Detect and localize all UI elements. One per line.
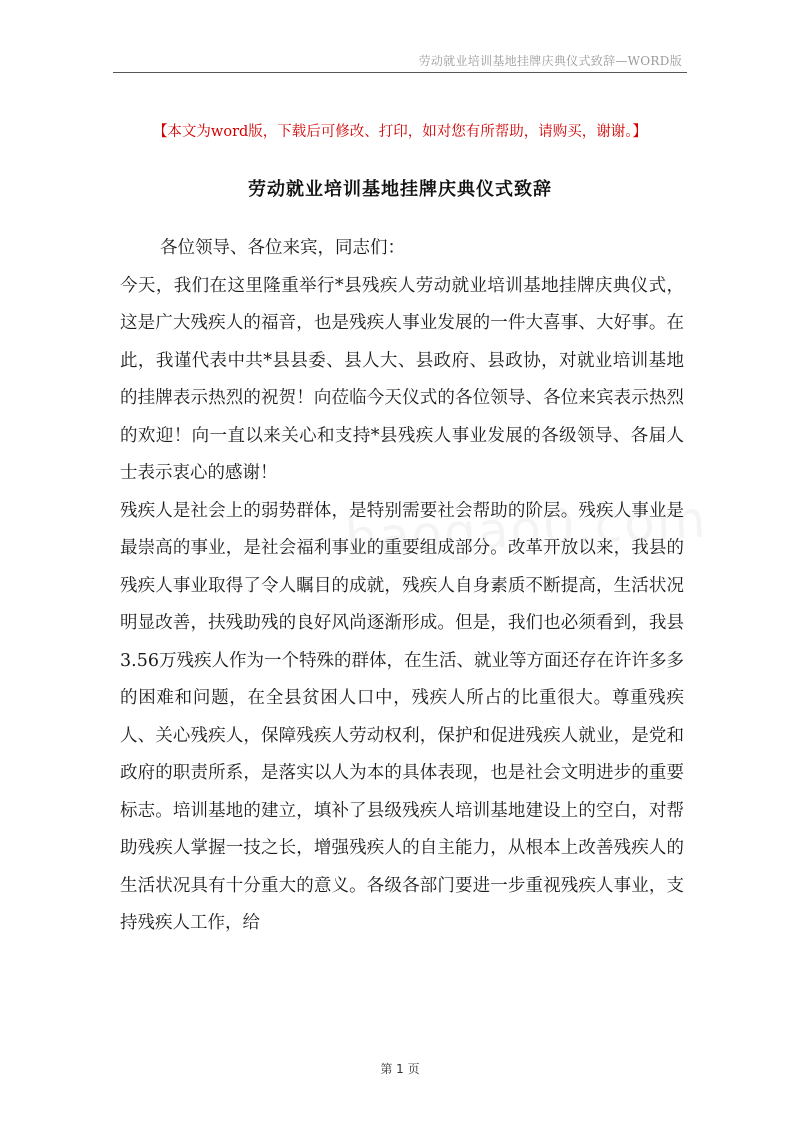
document-body — [120, 230, 684, 943]
running-header: 劳动就业培训基地挂牌庆典仪式致辞—WORD版 — [418, 54, 682, 68]
greeting-line: 各位领导、各位来宾，同志们： — [160, 238, 405, 258]
page-label-suffix: 页 — [407, 1062, 420, 1076]
document-title: 劳动就业培训基地挂牌庆典仪式致辞 — [248, 179, 552, 200]
download-notice: 【本文为word版，下载后可修改、打印，如对您有所帮助，请购买，谢谢。】 — [152, 124, 648, 140]
page-footer — [0, 1060, 800, 1077]
page-label-prefix: 第 — [380, 1062, 393, 1076]
header-divider — [113, 72, 687, 73]
page-number: 1 — [396, 1062, 404, 1076]
body-paragraph-2: 残疾人是社会上的弱势群体，是特别需要社会帮助的阶层。残疾人事业是最崇高的事业，是社会福利事业的重要组成部分。改革开放以来，我县的残疾人事业取得了令人瞩目的成就，残疾人自身素质不断提高，生活状况明显改善，扶残助残的良好风尚逐渐形成。但是，我们也必须看到，我县3.56万残疾人作为一个特殊的群体，在生活、就业等方面还存在许许多多的困难和问题，在全县贫困人口中，残疾人所占的比重很大。尊重残疾人、关心残疾人，保障残疾人劳动权利，保护和促进残疾人就业，是党和政府的职责所系，是落实以人为本的具体表现，也是社会文明进步的重要标志。培训基地的建立，填补了县级残疾人培训基地建设上的空白，对帮助残疾人掌握一技之长，增强残疾人的自主能力，从根本上改善残疾人的生活状况具有十分重大的意义。各级各部门要进一步重视残疾人事业，支持残疾人工作，给 — [120, 500, 684, 933]
body-paragraph-1: 今天，我们在这里隆重举行*县残疾人劳动就业培训基地挂牌庆典仪式，这是广大残疾人的福音，也是残疾人事业发展的一件大喜事、大好事。在此，我谨代表中共*县县委、县人大、县政府、县政协，对就业培训基地的挂牌表示热烈的祝贺！向莅临今天仪式的各位领导、各位来宾表示热烈的欢迎！向一直以来关心和支持*县残疾人事业发展的各级领导、各届人士表示衷心的感谢！ — [120, 275, 684, 483]
